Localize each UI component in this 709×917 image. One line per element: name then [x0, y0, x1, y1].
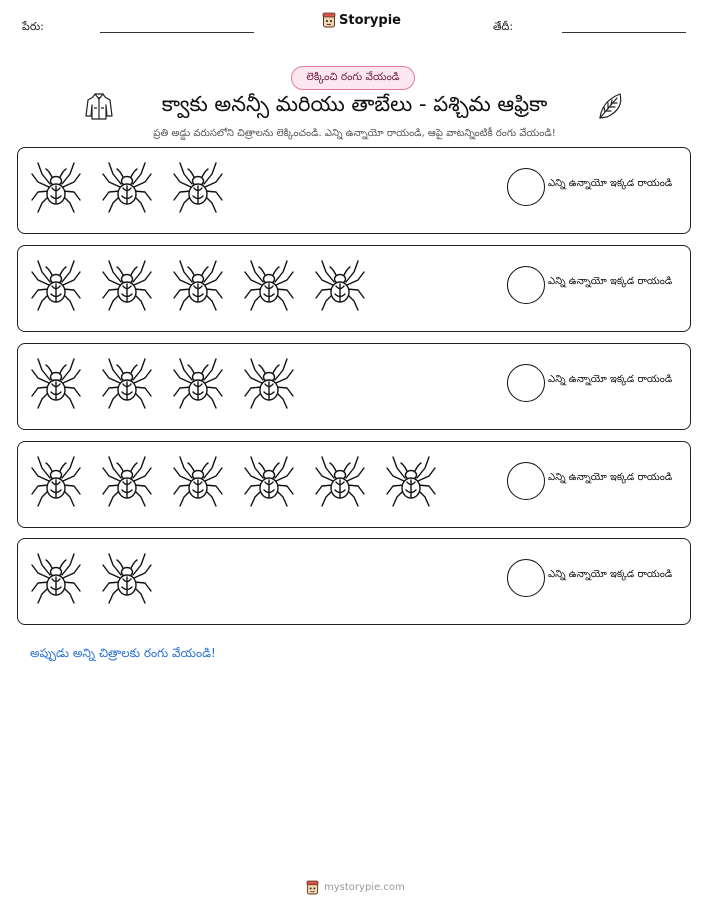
- count-row-5: [17, 538, 691, 625]
- spider-icon[interactable]: [172, 356, 224, 410]
- answer-circle[interactable]: [507, 559, 545, 597]
- count-row-4: [17, 441, 691, 528]
- name-label: పేరు:: [22, 20, 44, 33]
- activity-badge: లెక్కించి రంగు వేయండి: [291, 66, 415, 90]
- name-line[interactable]: [100, 32, 254, 33]
- count-row-2: [17, 245, 691, 332]
- answer-label: ఎన్ని ఉన్నాయో ఇక్కడ రాయండి: [548, 178, 673, 189]
- spider-icon[interactable]: [101, 258, 153, 312]
- spider-icon[interactable]: [101, 551, 153, 605]
- spider-icon[interactable]: [101, 454, 153, 508]
- spider-icon[interactable]: [30, 258, 82, 312]
- answer-label: ఎన్ని ఉన్నాయో ఇక్కడ రాయండి: [548, 472, 673, 483]
- spider-icon[interactable]: [385, 454, 437, 508]
- spider-icon[interactable]: [30, 454, 82, 508]
- answer-circle[interactable]: [507, 462, 545, 500]
- footer-brand: [306, 880, 405, 895]
- date-line[interactable]: [562, 32, 686, 33]
- storypie-logo-icon: [322, 12, 336, 28]
- spider-icon[interactable]: [314, 258, 366, 312]
- spider-icon[interactable]: [172, 454, 224, 508]
- spider-icon[interactable]: [243, 454, 295, 508]
- instructions: ప్రతి అడ్డు వరుసలోని చిత్రాలను లెక్కించండి. ఎన్ని ఉన్నాయో రాయండి, ఆపై వాటన్నింటికీ రంగు వేయండి!: [153, 128, 556, 139]
- brand-name: Storypie: [339, 12, 401, 28]
- count-row-3: [17, 343, 691, 430]
- color-all-note: అప్పుడు అన్ని చిత్రాలకు రంగు వేయండి!: [30, 646, 216, 660]
- answer-circle[interactable]: [507, 168, 545, 206]
- date-label: తేదీ:: [493, 20, 514, 33]
- spider-icon[interactable]: [172, 258, 224, 312]
- answer-label: ఎన్ని ఉన్నాయో ఇక్కడ రాయండి: [548, 374, 673, 385]
- footer-url[interactable]: mystorypie.com: [324, 882, 405, 893]
- answer-circle[interactable]: [507, 266, 545, 304]
- count-row-1: [17, 147, 691, 234]
- spider-icon[interactable]: [30, 356, 82, 410]
- spider-icon[interactable]: [172, 160, 224, 214]
- spider-icon[interactable]: [101, 356, 153, 410]
- brand: [322, 12, 401, 28]
- storypie-logo-icon: [306, 880, 319, 895]
- spider-icon[interactable]: [30, 551, 82, 605]
- spider-icon[interactable]: [101, 160, 153, 214]
- spider-icon[interactable]: [243, 356, 295, 410]
- answer-label: ఎన్ని ఉన్నాయో ఇక్కడ రాయండి: [548, 569, 673, 580]
- answer-label: ఎన్ని ఉన్నాయో ఇక్కడ రాయండి: [548, 276, 673, 287]
- answer-circle[interactable]: [507, 364, 545, 402]
- leaf-icon: [596, 91, 626, 121]
- spider-icon[interactable]: [30, 160, 82, 214]
- spider-icon[interactable]: [314, 454, 366, 508]
- spider-icon[interactable]: [243, 258, 295, 312]
- page-title: క్వాకు అనన్సీ మరియు తాబేలు - పశ్చిమ ఆఫ్రికా: [161, 92, 548, 116]
